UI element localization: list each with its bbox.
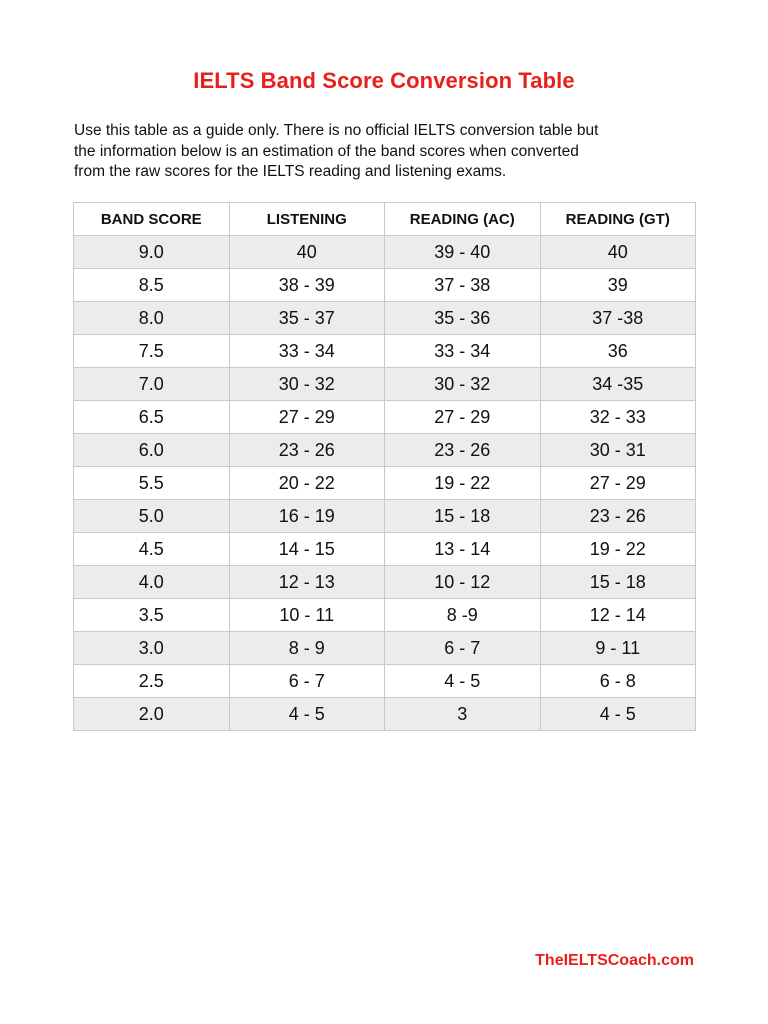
listening-cell: 10 - 11 bbox=[229, 599, 385, 632]
reading-ac-cell: 8 -9 bbox=[385, 599, 541, 632]
band-score-cell: 3.5 bbox=[74, 599, 230, 632]
reading-ac-cell: 30 - 32 bbox=[385, 368, 541, 401]
table-row bbox=[74, 302, 696, 335]
table-row bbox=[74, 368, 696, 401]
listening-cell: 40 bbox=[229, 236, 385, 269]
reading-gt-cell: 6 - 8 bbox=[540, 665, 696, 698]
reading-ac-cell: 39 - 40 bbox=[385, 236, 541, 269]
intro-paragraph bbox=[74, 121, 714, 183]
listening-cell: 23 - 26 bbox=[229, 434, 385, 467]
table-row bbox=[74, 467, 696, 500]
reading-ac-cell: 6 - 7 bbox=[385, 632, 541, 665]
listening-cell: 33 - 34 bbox=[229, 335, 385, 368]
reading-ac-cell: 19 - 22 bbox=[385, 467, 541, 500]
reading-gt-cell: 27 - 29 bbox=[540, 467, 696, 500]
table-row bbox=[74, 566, 696, 599]
listening-cell: 27 - 29 bbox=[229, 401, 385, 434]
listening-cell: 6 - 7 bbox=[229, 665, 385, 698]
table-row bbox=[74, 665, 696, 698]
table-row bbox=[74, 434, 696, 467]
table-row bbox=[74, 698, 696, 731]
reading-ac-cell: 15 - 18 bbox=[385, 500, 541, 533]
reading-ac-cell: 10 - 12 bbox=[385, 566, 541, 599]
listening-cell: 35 - 37 bbox=[229, 302, 385, 335]
reading-ac-cell: 13 - 14 bbox=[385, 533, 541, 566]
band-score-cell: 7.5 bbox=[74, 335, 230, 368]
header-reading-ac: READING (AC) bbox=[385, 203, 541, 236]
reading-gt-cell: 36 bbox=[540, 335, 696, 368]
reading-gt-cell: 34 -35 bbox=[540, 368, 696, 401]
site-link[interactable]: TheIELTSCoach.com bbox=[535, 952, 694, 969]
reading-gt-cell: 15 - 18 bbox=[540, 566, 696, 599]
band-score-cell: 6.5 bbox=[74, 401, 230, 434]
reading-ac-cell: 3 bbox=[385, 698, 541, 731]
listening-cell: 16 - 19 bbox=[229, 500, 385, 533]
header-band-score: BAND SCORE bbox=[74, 203, 230, 236]
reading-gt-cell: 39 bbox=[540, 269, 696, 302]
band-score-cell: 8.5 bbox=[74, 269, 230, 302]
band-score-cell: 4.5 bbox=[74, 533, 230, 566]
table-row bbox=[74, 599, 696, 632]
intro-line: from the raw scores for the IELTS reading and listening exams. bbox=[74, 163, 507, 180]
reading-gt-cell: 32 - 33 bbox=[540, 401, 696, 434]
table-row bbox=[74, 500, 696, 533]
band-score-cell: 5.0 bbox=[74, 500, 230, 533]
band-score-cell: 8.0 bbox=[74, 302, 230, 335]
listening-cell: 30 - 32 bbox=[229, 368, 385, 401]
band-score-cell: 6.0 bbox=[74, 434, 230, 467]
reading-gt-cell: 9 - 11 bbox=[540, 632, 696, 665]
band-score-cell: 3.0 bbox=[74, 632, 230, 665]
reading-gt-cell: 4 - 5 bbox=[540, 698, 696, 731]
band-score-cell: 7.0 bbox=[74, 368, 230, 401]
listening-cell: 38 - 39 bbox=[229, 269, 385, 302]
reading-ac-cell: 37 - 38 bbox=[385, 269, 541, 302]
reading-gt-cell: 30 - 31 bbox=[540, 434, 696, 467]
band-score-cell: 2.5 bbox=[74, 665, 230, 698]
conversion-table bbox=[73, 202, 696, 731]
page-title: IELTS Band Score Conversion Table bbox=[193, 68, 575, 93]
band-score-cell: 2.0 bbox=[74, 698, 230, 731]
listening-cell: 8 - 9 bbox=[229, 632, 385, 665]
listening-cell: 20 - 22 bbox=[229, 467, 385, 500]
reading-gt-cell: 37 -38 bbox=[540, 302, 696, 335]
intro-line: Use this table as a guide only. There is no official IELTS conversion table but bbox=[74, 122, 599, 139]
band-score-cell: 9.0 bbox=[74, 236, 230, 269]
listening-cell: 4 - 5 bbox=[229, 698, 385, 731]
table-row bbox=[74, 401, 696, 434]
header-reading-gt: READING (GT) bbox=[540, 203, 696, 236]
table-row bbox=[74, 335, 696, 368]
table-row bbox=[74, 533, 696, 566]
reading-ac-cell: 23 - 26 bbox=[385, 434, 541, 467]
table-row bbox=[74, 632, 696, 665]
reading-gt-cell: 19 - 22 bbox=[540, 533, 696, 566]
reading-ac-cell: 35 - 36 bbox=[385, 302, 541, 335]
band-score-cell: 4.0 bbox=[74, 566, 230, 599]
table-row bbox=[74, 236, 696, 269]
reading-gt-cell: 23 - 26 bbox=[540, 500, 696, 533]
reading-ac-cell: 27 - 29 bbox=[385, 401, 541, 434]
reading-ac-cell: 4 - 5 bbox=[385, 665, 541, 698]
reading-ac-cell: 33 - 34 bbox=[385, 335, 541, 368]
listening-cell: 12 - 13 bbox=[229, 566, 385, 599]
band-score-cell: 5.5 bbox=[74, 467, 230, 500]
table-header-row bbox=[74, 203, 696, 236]
listening-cell: 14 - 15 bbox=[229, 533, 385, 566]
table-row bbox=[74, 269, 696, 302]
reading-gt-cell: 12 - 14 bbox=[540, 599, 696, 632]
header-listening: LISTENING bbox=[229, 203, 385, 236]
intro-line: the information below is an estimation of the band scores when converted bbox=[74, 142, 579, 160]
reading-gt-cell: 40 bbox=[540, 236, 696, 269]
